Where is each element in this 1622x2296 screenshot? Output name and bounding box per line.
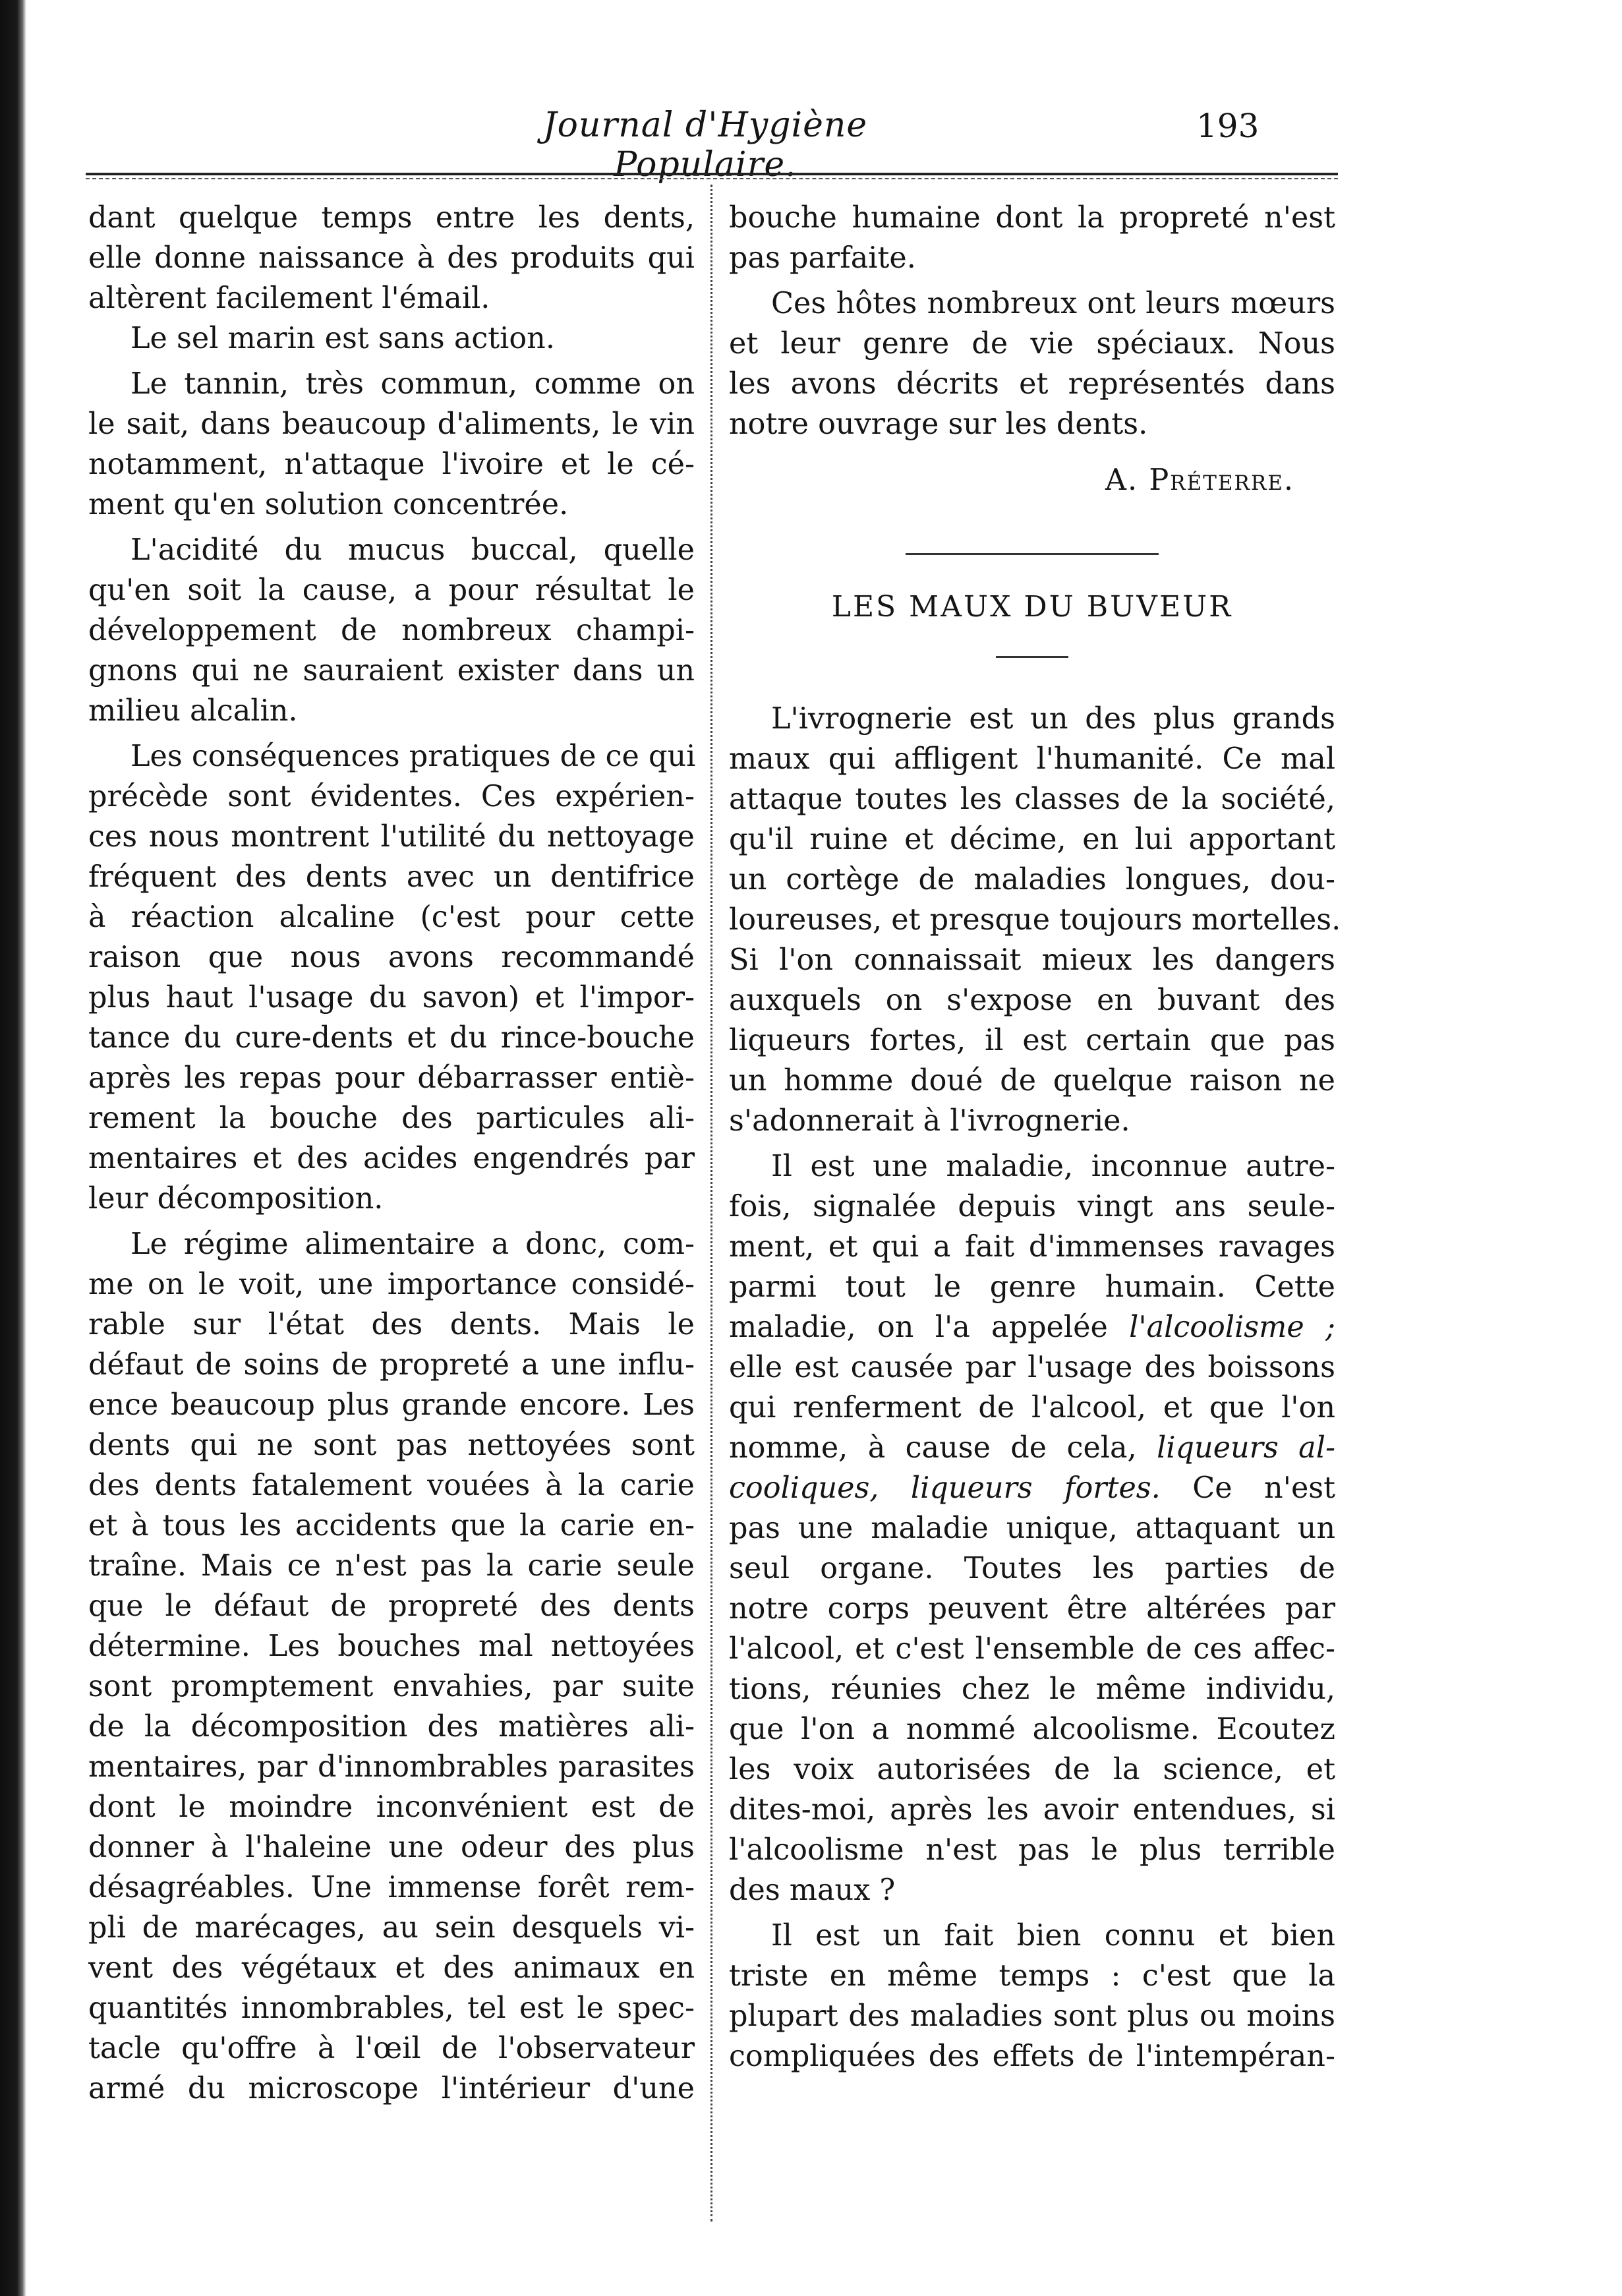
text-line: bouche humaine dont la propreté n'est [729,201,1335,235]
text-line: me on le voit, une importance considé- [88,1268,695,1301]
text-line: vent des végétaux et des animaux en [88,1951,695,1985]
text-line: Si l'on connaissait mieux les dangers [729,943,1335,977]
text-line: traîne. Mais ce n'est pas la carie seule [88,1549,695,1583]
text-line: ment qu'en solution concentrée. [88,488,569,521]
text-segment: Ce n'est [1160,1471,1336,1505]
text-line: plus haut l'usage du savon) et l'impor- [88,981,695,1015]
text-line: s'adonnerait à l'ivrognerie. [729,1104,1130,1138]
text-line: les voix autorisées de la science, et [729,1753,1335,1786]
text-line: altèrent facilement l'émail. [88,281,490,315]
text-line: Le régime alimentaire a donc, com- [130,1227,695,1261]
text-line: désagréables. Une immense forêt rem- [88,1871,695,1904]
text-line: notre corps peuvent être altérées par [729,1592,1335,1626]
text-line: dites-moi, après les avoir entendues, si [729,1793,1335,1827]
text-line: compliquées des effets de l'intempéran- [729,2040,1335,2073]
text-line: auxquels on s'expose en buvant des [729,984,1335,1017]
text-line: des maux ? [729,1873,896,1907]
text-line: des dents fatalement vouées à la carie [88,1469,695,1502]
title-underline [996,656,1068,658]
text-line: L'ivrognerie est un des plus grands [771,702,1335,736]
section-title: LES MAUX DU BUVEUR [831,590,1233,624]
text-line: qu'en soit la cause, a pour résultat le [88,574,695,607]
text-line: pas parfaite. [729,241,916,275]
paragraph [729,283,1335,444]
text-line: Il est une maladie, inconnue autre- [771,1150,1335,1183]
text-line: gnons qui ne sauraient exister dans un [88,654,695,688]
right-column [729,198,1341,2076]
text-line: l'alcoolisme n'est pas le plus terrible [729,1833,1335,1867]
text-line: milieu alcalin. [88,694,298,728]
text-segment: maladie, on l'a appelée [729,1310,1130,1344]
text-line: notamment, n'attaque l'ivoire et le cé- [88,448,695,481]
italic-term: cooliques, liqueurs fortes. [729,1471,1161,1505]
header-rule-dashed [86,178,1338,179]
text-line: ment, et qui a fait d'immenses ravages [729,1230,1335,1264]
text-line: armé du microscope l'intérieur d'une [88,2072,695,2105]
text-line: dents qui ne sont pas nettoyées sont [88,1428,695,1462]
text-line: triste en même temps : c'est que la [729,1959,1335,1993]
text-segment: nomme, à cause de cela, [729,1431,1157,1465]
text-line: ence beaucoup plus grande encore. Les [88,1388,695,1422]
text-line: dant quelque temps entre les dents, [88,201,695,235]
text-line: pas une maladie unique, attaquant un [729,1512,1335,1545]
text-line: loureuses, et presque toujours mortelles. [729,903,1341,937]
text-line: fréquent des dents avec un dentifrice [88,860,695,894]
left-column [88,198,695,2109]
text-line: développement de nombreux champi- [88,614,695,647]
text-line: et à tous les accidents que la carie en- [88,1509,695,1543]
paragraph [729,1916,1335,2076]
text-line: rement la bouche des particules ali- [88,1102,695,1135]
text-line: Il est un fait bien connu et bien [771,1919,1335,1953]
text-line: que le défaut de propreté des dents [88,1589,695,1623]
text-line: raison que nous avons recommandé [88,941,695,974]
text-line: précède sont évidentes. Ces expérien- [88,780,695,813]
paragraph [729,198,1335,278]
journal-title: Journal d'Hygiène Populaire. [542,105,868,185]
text-line [729,1468,1335,1508]
paragraph [88,364,695,525]
text-line: notre ouvrage sur les dents. [729,407,1148,441]
text-line: seul organe. Toutes les parties de [729,1552,1335,1585]
text-line: tacle qu'offre à l'œil de l'observateur [88,2032,695,2065]
text-line: fois, signalée depuis vingt ans seule- [729,1190,1335,1223]
book-binding-edge [0,0,26,2296]
text-line: mentaires et des acides engendrés par [88,1142,695,1175]
text-line [729,1428,1335,1468]
text-line: Les conséquences pratiques de ce qui [130,740,696,773]
text-line: tions, réunies chez le même individu, [729,1672,1335,1706]
text-line: leur décomposition. [88,1182,384,1216]
paragraph [88,198,695,318]
text-line: elle donne naissance à des produits qui [88,241,695,275]
text-line: qu'il ruine et décime, en lui apportant [729,823,1335,856]
paragraph [88,736,695,1219]
text-line: tance du cure-dents et du rince-bouche [88,1021,695,1055]
text-line: elle est causée par l'usage des boissons [729,1351,1335,1384]
text-line: de la décomposition des matières ali- [88,1710,695,1744]
column-divider [710,185,712,2222]
italic-term: liqueurs al- [1157,1431,1335,1465]
text-line: Le tannin, très commun, comme on [130,367,695,401]
text-line: rable sur l'état des dents. Mais le [88,1308,695,1341]
text-line: Ces hôtes nombreux ont leurs mœurs [771,287,1335,320]
text-line: sont promptement envahies, par suite [88,1670,695,1703]
text-line: Le sel marin est sans action. [130,322,555,355]
text-line: et leur genre de vie spéciaux. Nous [729,327,1335,361]
text-line: après les repas pour débarrasser entiè- [88,1061,695,1095]
paragraph [729,699,1341,1141]
text-line [729,1307,1335,1347]
text-line: attaque toutes les classes de la société, [729,782,1335,816]
paragraph [729,1146,1335,1910]
text-line: L'acidité du mucus buccal, quelle [130,533,695,567]
text-line: plupart des maladies sont plus ou moins [729,1999,1335,2033]
paragraph [88,1224,695,2109]
paragraph [88,530,695,731]
paragraph [88,318,695,359]
text-line: liqueurs fortes, il est certain que pas [729,1024,1335,1057]
text-line: l'alcool, et c'est l'ensemble de ces affec- [729,1632,1335,1666]
text-line: parmi tout le genre humain. Cette [729,1270,1335,1304]
author-signature: A. Préterre. [1105,463,1294,497]
text-line: que l'on a nommé alcoolisme. Ecoutez [729,1713,1335,1746]
text-line: mentaires, par d'innombrables parasites [88,1750,695,1784]
text-line: à réaction alcaline (c'est pour cette [88,900,695,934]
text-line: qui renferment de l'alcool, et que l'on [729,1391,1335,1425]
text-line: donner à l'haleine une odeur des plus [88,1831,695,1864]
section-separator [906,553,1159,555]
text-line: le sait, dans beaucoup d'aliments, le vin [88,407,695,441]
header-rule [86,173,1338,175]
text-line: quantités innombrables, tel est le spec- [88,1991,695,2025]
text-line: détermine. Les bouches mal nettoyées [88,1630,695,1663]
text-line: défaut de soins de propreté a une influ- [88,1348,695,1382]
text-line: un cortège de maladies longues, dou- [729,863,1335,897]
text-line: maux qui affligent l'humanité. Ce mal [729,742,1335,776]
italic-term: l'alcoolisme ; [1129,1310,1335,1344]
text-line: ces nous montrent l'utilité du nettoyage [88,820,695,854]
text-line: un homme doué de quelque raison ne [729,1064,1335,1098]
text-line: dont le moindre inconvénient est de [88,1790,695,1824]
page-number: 193 [1196,107,1260,145]
text-line: les avons décrits et représentés dans [729,367,1335,401]
text-line: pli de marécages, au sein desquels vi- [88,1911,695,1945]
